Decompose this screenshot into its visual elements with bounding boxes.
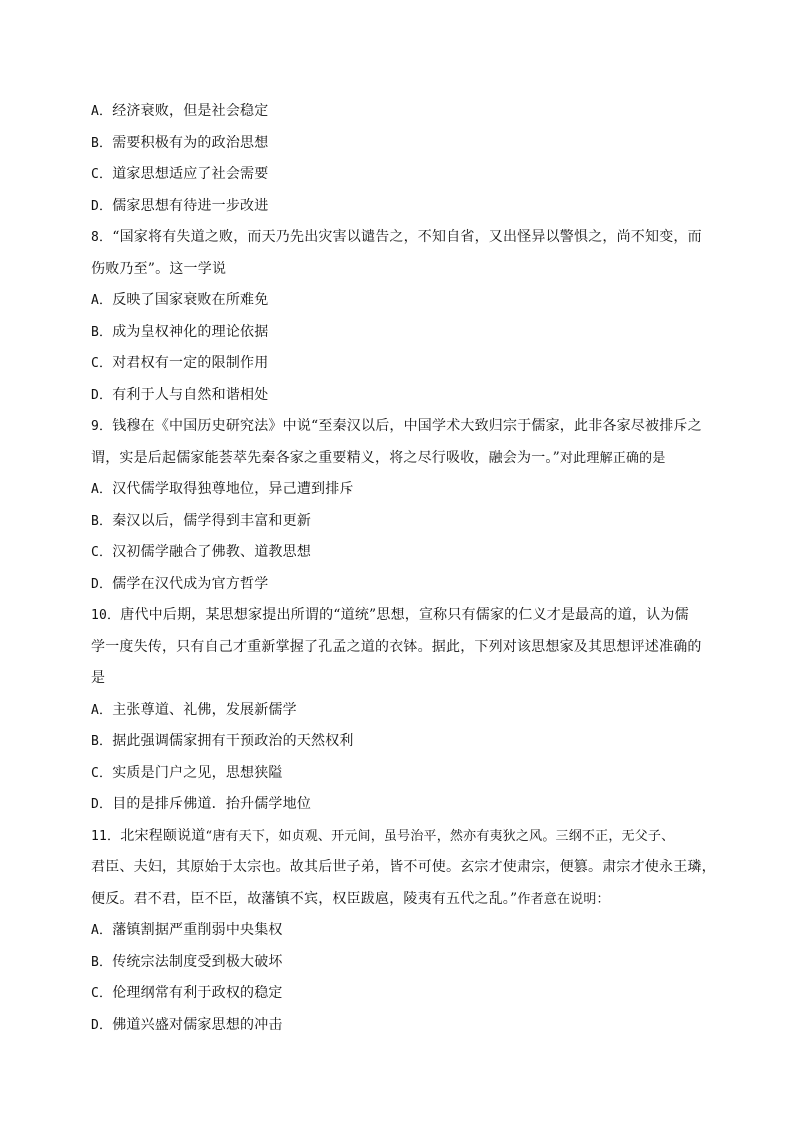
option-letter: D． — [91, 576, 113, 592]
q7-option-a — [91, 96, 703, 128]
q11-stem-line1 — [91, 821, 703, 853]
option-letter: D． — [91, 198, 113, 214]
option-letter: B． — [91, 734, 113, 749]
q7-option-b — [91, 128, 703, 160]
question-stem: 钱穆在《中国历史研究法》中说“至秦汉以后，中国学术大致归宗于儒家，此非各家尽被排斥之 — [112, 418, 702, 434]
q11-option-c — [91, 978, 703, 1010]
option-text: 传统宗法制度受到极大破坏 — [112, 953, 283, 970]
q8-option-d — [91, 380, 703, 412]
question-number: 10． — [91, 608, 121, 623]
q8-stem-line2 — [91, 254, 703, 286]
question-stem-tail: 作者意在说明： — [517, 891, 610, 907]
option-text: 儒学在汉代成为官方哲学 — [112, 575, 269, 592]
option-text: 汉代儒学取得独尊地位，异己遭到排斥 — [112, 481, 354, 497]
option-letter: A． — [91, 104, 113, 119]
option-letter: D． — [91, 387, 113, 403]
option-letter: B． — [91, 954, 113, 970]
option-text: 实质是门户之见，思想狭隘 — [112, 764, 283, 781]
question-stem: 是 — [91, 670, 106, 686]
question-number: 8． — [91, 230, 113, 245]
q10-option-b — [91, 726, 703, 758]
option-text: 佛道兴盛对儒家思想的冲击 — [112, 1016, 283, 1033]
option-text: 经济衰败，但是社会稳定 — [112, 103, 269, 119]
option-text: 主张尊道、礼佛，发展新儒学 — [112, 701, 297, 718]
question-quote: “唐有天下，如贞观、开元间，虽号治平，然亦有夷狄之风。三纲不正，无父子、 — [205, 828, 675, 844]
q8-stem-line1 — [91, 222, 703, 254]
question-stem: “国家将有失道之败，而天乃先出灾害以谴告之，不知自省，又出怪异以警惧之，尚不知变，而 — [112, 229, 702, 245]
option-letter: C． — [91, 167, 113, 182]
option-letter: C． — [91, 356, 113, 371]
option-letter: A． — [91, 482, 113, 497]
q11-stem-line3 — [91, 884, 703, 916]
q10-option-c — [91, 758, 703, 790]
option-letter: C． — [91, 545, 113, 560]
q8-option-c — [91, 348, 703, 380]
question-number: 11． — [91, 828, 121, 844]
option-text: 藩镇割据严重削弱中央集权 — [112, 922, 283, 938]
option-letter: A． — [91, 923, 113, 938]
q11-stem-line2 — [91, 852, 716, 884]
q7-option-c — [91, 159, 703, 191]
option-text: 需要积极有为的政治思想 — [112, 134, 269, 151]
option-letter: B． — [91, 513, 113, 529]
q10-option-a — [91, 695, 703, 727]
question-stem: 便反。君不君，臣不臣，故藩镇不宾，权臣跋扈，陵夷有五代之乱。” — [91, 890, 518, 907]
q9-option-a — [91, 474, 703, 506]
q11-option-b — [91, 947, 703, 979]
q9-option-b — [91, 506, 703, 538]
question-stem-tail: 对此理解正确的是 — [559, 450, 666, 466]
option-text: 目的是排斥佛道．抬升儒学地位 — [112, 796, 312, 812]
option-text: 秦汉以后，儒学得到丰富和更新 — [112, 512, 312, 529]
option-letter: B． — [91, 135, 113, 151]
q8-option-b — [91, 317, 703, 349]
option-letter: A． — [91, 702, 113, 718]
option-text: 对君权有一定的限制作用 — [112, 355, 269, 371]
option-text: 据此强调儒家拥有干预政治的天然权利 — [112, 733, 354, 749]
q11-option-a — [91, 915, 703, 947]
q10-stem-line3 — [91, 663, 703, 695]
question-stem: 北宋程颐说道 — [120, 827, 206, 844]
option-text: 反映了国家衰败在所难免 — [112, 292, 269, 308]
q11-option-d — [91, 1010, 703, 1042]
q9-option-c — [91, 537, 703, 569]
question-stem: 学一度失传，只有自己才重新掌握了孔孟之道的衣钵。据此，下列对该思想家及其思想评述准确的 — [91, 638, 702, 655]
q9-option-d — [91, 569, 703, 601]
option-letter: C． — [91, 986, 113, 1001]
q9-stem-line1 — [91, 411, 703, 443]
option-text: 成为皇权神化的理论依据 — [112, 323, 269, 340]
question-stem: 谓，实是后起儒家能荟萃先秦各家之重要精义，将之尽行吸收，融会为一。” — [91, 449, 560, 466]
question-stem: 君臣、夫妇，其原始于太宗也。故其后世子弟，皆不可使。玄宗才使肃宗，便篡。肃宗才使永王璘， — [91, 859, 716, 875]
q10-option-d — [91, 789, 703, 821]
option-letter: C． — [91, 765, 113, 781]
option-letter: D． — [91, 1017, 113, 1033]
option-text: 伦理纲常有利于政权的稳定 — [112, 985, 283, 1001]
question-content — [91, 96, 716, 1041]
question-number: 9． — [91, 419, 113, 434]
q8-option-a — [91, 285, 703, 317]
option-text: 道家思想适应了社会需要 — [112, 166, 269, 182]
q9-stem-line2 — [91, 443, 703, 475]
option-letter: B． — [91, 324, 113, 340]
option-text: 有利于人与自然和谐相处 — [112, 386, 269, 403]
question-stem: 伤败乃至”。这一学说 — [91, 260, 227, 277]
option-text: 汉初儒学融合了佛教、道教思想 — [112, 544, 312, 560]
q7-option-d — [91, 191, 703, 223]
q10-stem-line2 — [91, 632, 703, 664]
option-text: 儒家思想有待进一步改进 — [112, 197, 269, 214]
q10-stem-line1 — [91, 600, 703, 632]
option-letter: D． — [91, 797, 113, 812]
option-letter: A． — [91, 293, 113, 308]
question-stem: 唐代中后期，某思想家提出所谓的“道统”思想，宣称只有儒家的仁义才是最高的道，认为儒 — [120, 607, 689, 623]
